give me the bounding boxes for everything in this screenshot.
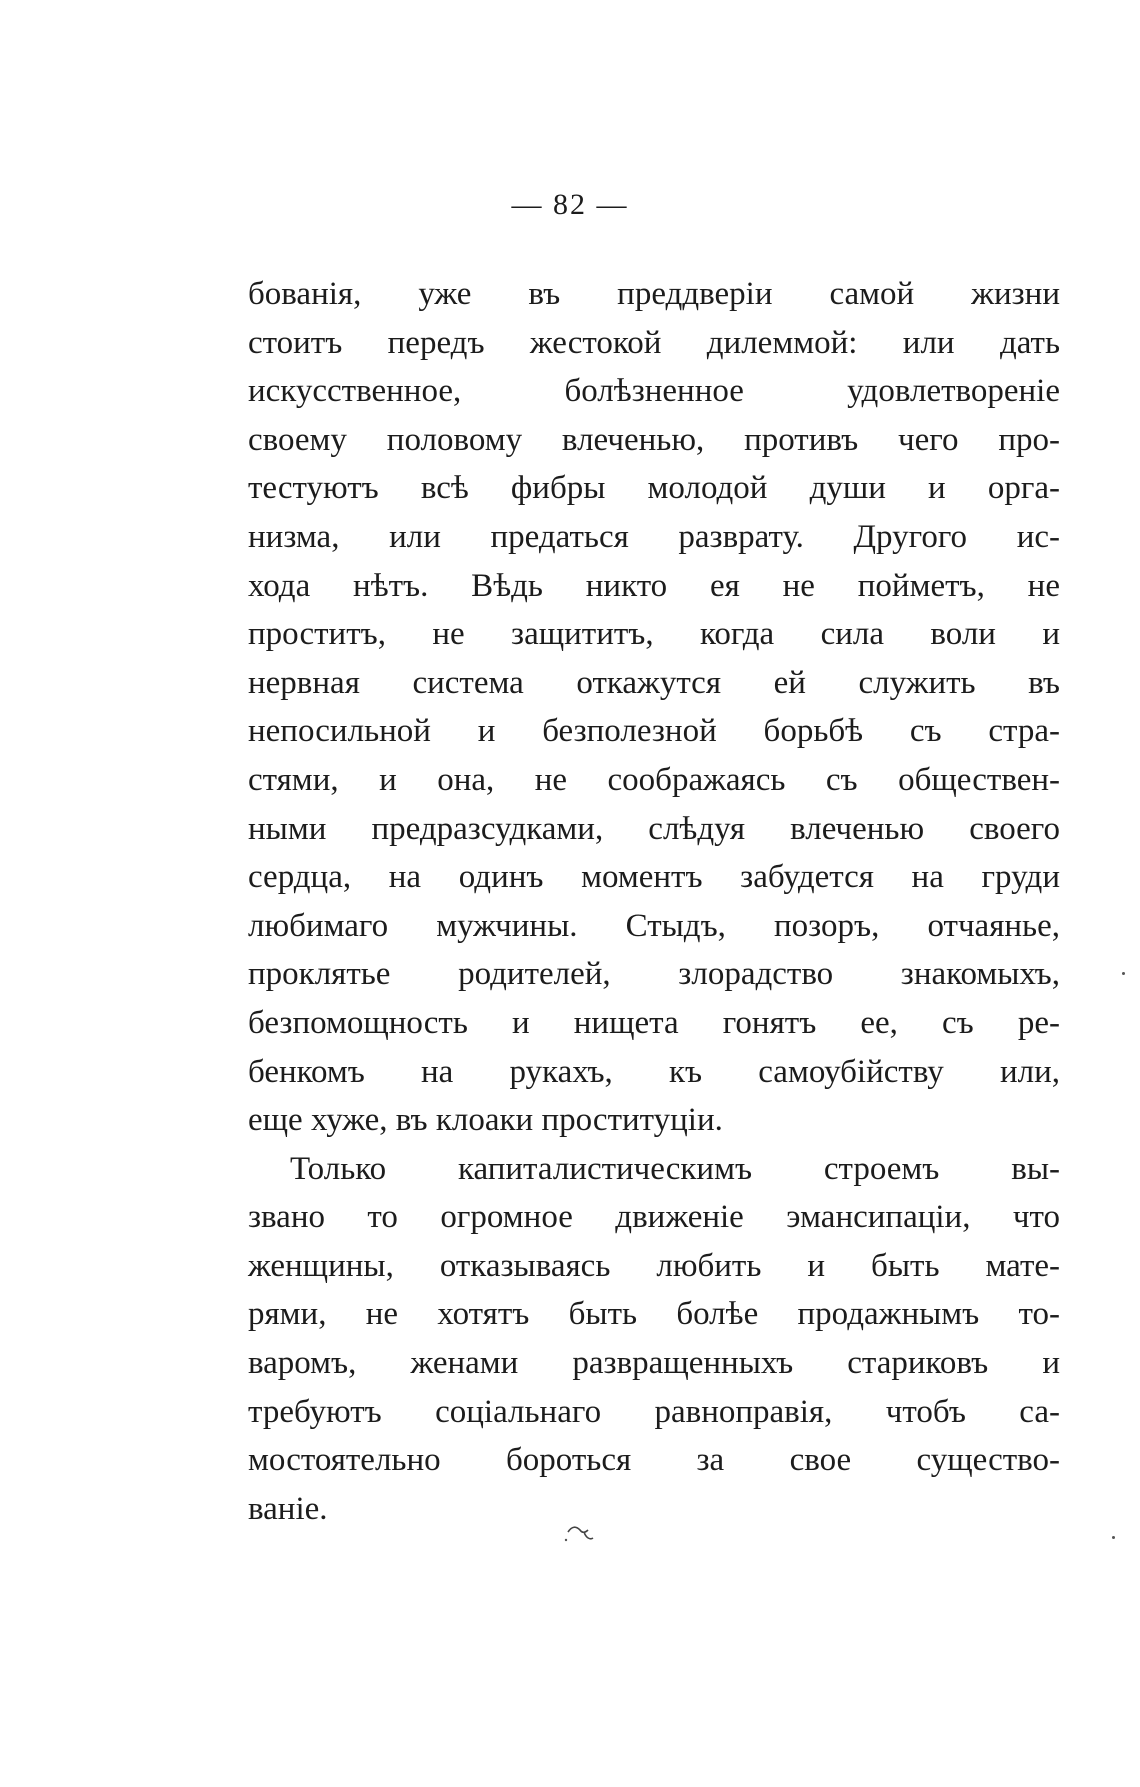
body-text (248, 270, 1060, 1533)
text-line: Только капиталистическимъ строемъ вы- (290, 1150, 1060, 1187)
scan-speck (1122, 972, 1125, 975)
text-line: ваніе. (248, 1490, 328, 1527)
text-line: бенкомъ на рукахъ, къ самоубійству или, (248, 1053, 1060, 1090)
text-line: ными предразсудками, слѣдуя влеченью своего (248, 810, 1060, 847)
text-line: еще хуже, въ клоаки проституціи. (248, 1102, 723, 1139)
text-line: стоитъ передъ жестокой дилеммой: или дать (248, 324, 1060, 361)
text-line: стями, и она, не соображаясь съ обществен- (248, 761, 1060, 798)
paragraph-1 (248, 270, 1060, 1145)
text-line: бованія, уже въ преддверіи самой жизни (248, 276, 1060, 312)
text-line: непосильной и безполезной борьбѣ съ стра- (248, 713, 1060, 750)
text-line: искусственное, болѣзненное удовлетвореніе (248, 373, 1060, 410)
text-line: любимаго мужчины. Стыдъ, позоръ, отчаянье, (248, 907, 1060, 944)
text-line: рями, не хотятъ быть болѣе продажнымъ то- (248, 1296, 1060, 1333)
text-line: варомъ, женами развращенныхъ стариковъ и (248, 1345, 1060, 1382)
text-line: мостоятельно бороться за свое существо- (248, 1442, 1060, 1479)
text-line: тестуютъ всѣ фибры молодой души и орга- (248, 470, 1060, 507)
text-line: проклятье родителей, злорадство знакомыхъ, (248, 956, 1060, 993)
text-line: своему половому влеченью, противъ чего про- (248, 421, 1060, 458)
ink-blemish (560, 1518, 600, 1548)
paragraph-2 (248, 1145, 1060, 1534)
text-line: нервная система откажутся ей служить въ (248, 664, 1060, 701)
text-line: проститъ, не защититъ, когда сила воли и (248, 616, 1060, 653)
text-line: хода нѣтъ. Вѣдь никто ея не пойметъ, не (248, 567, 1060, 604)
scan-speck (1112, 1536, 1115, 1539)
text-line: звано то огромное движеніе эмансипаціи, что (248, 1199, 1060, 1236)
text-line: требуютъ соціальнаго равноправія, чтобъ са- (248, 1393, 1060, 1430)
text-line: сердца, на одинъ моментъ забудется на груди (248, 859, 1060, 896)
text-line: безпомощность и нищета гонятъ ее, съ ре- (248, 1004, 1060, 1041)
text-line: низма, или предаться разврату. Другого ис- (248, 518, 1060, 555)
text-line: женщины, отказываясь любить и быть мате- (248, 1247, 1060, 1284)
page-number: — 82 — (511, 188, 629, 221)
